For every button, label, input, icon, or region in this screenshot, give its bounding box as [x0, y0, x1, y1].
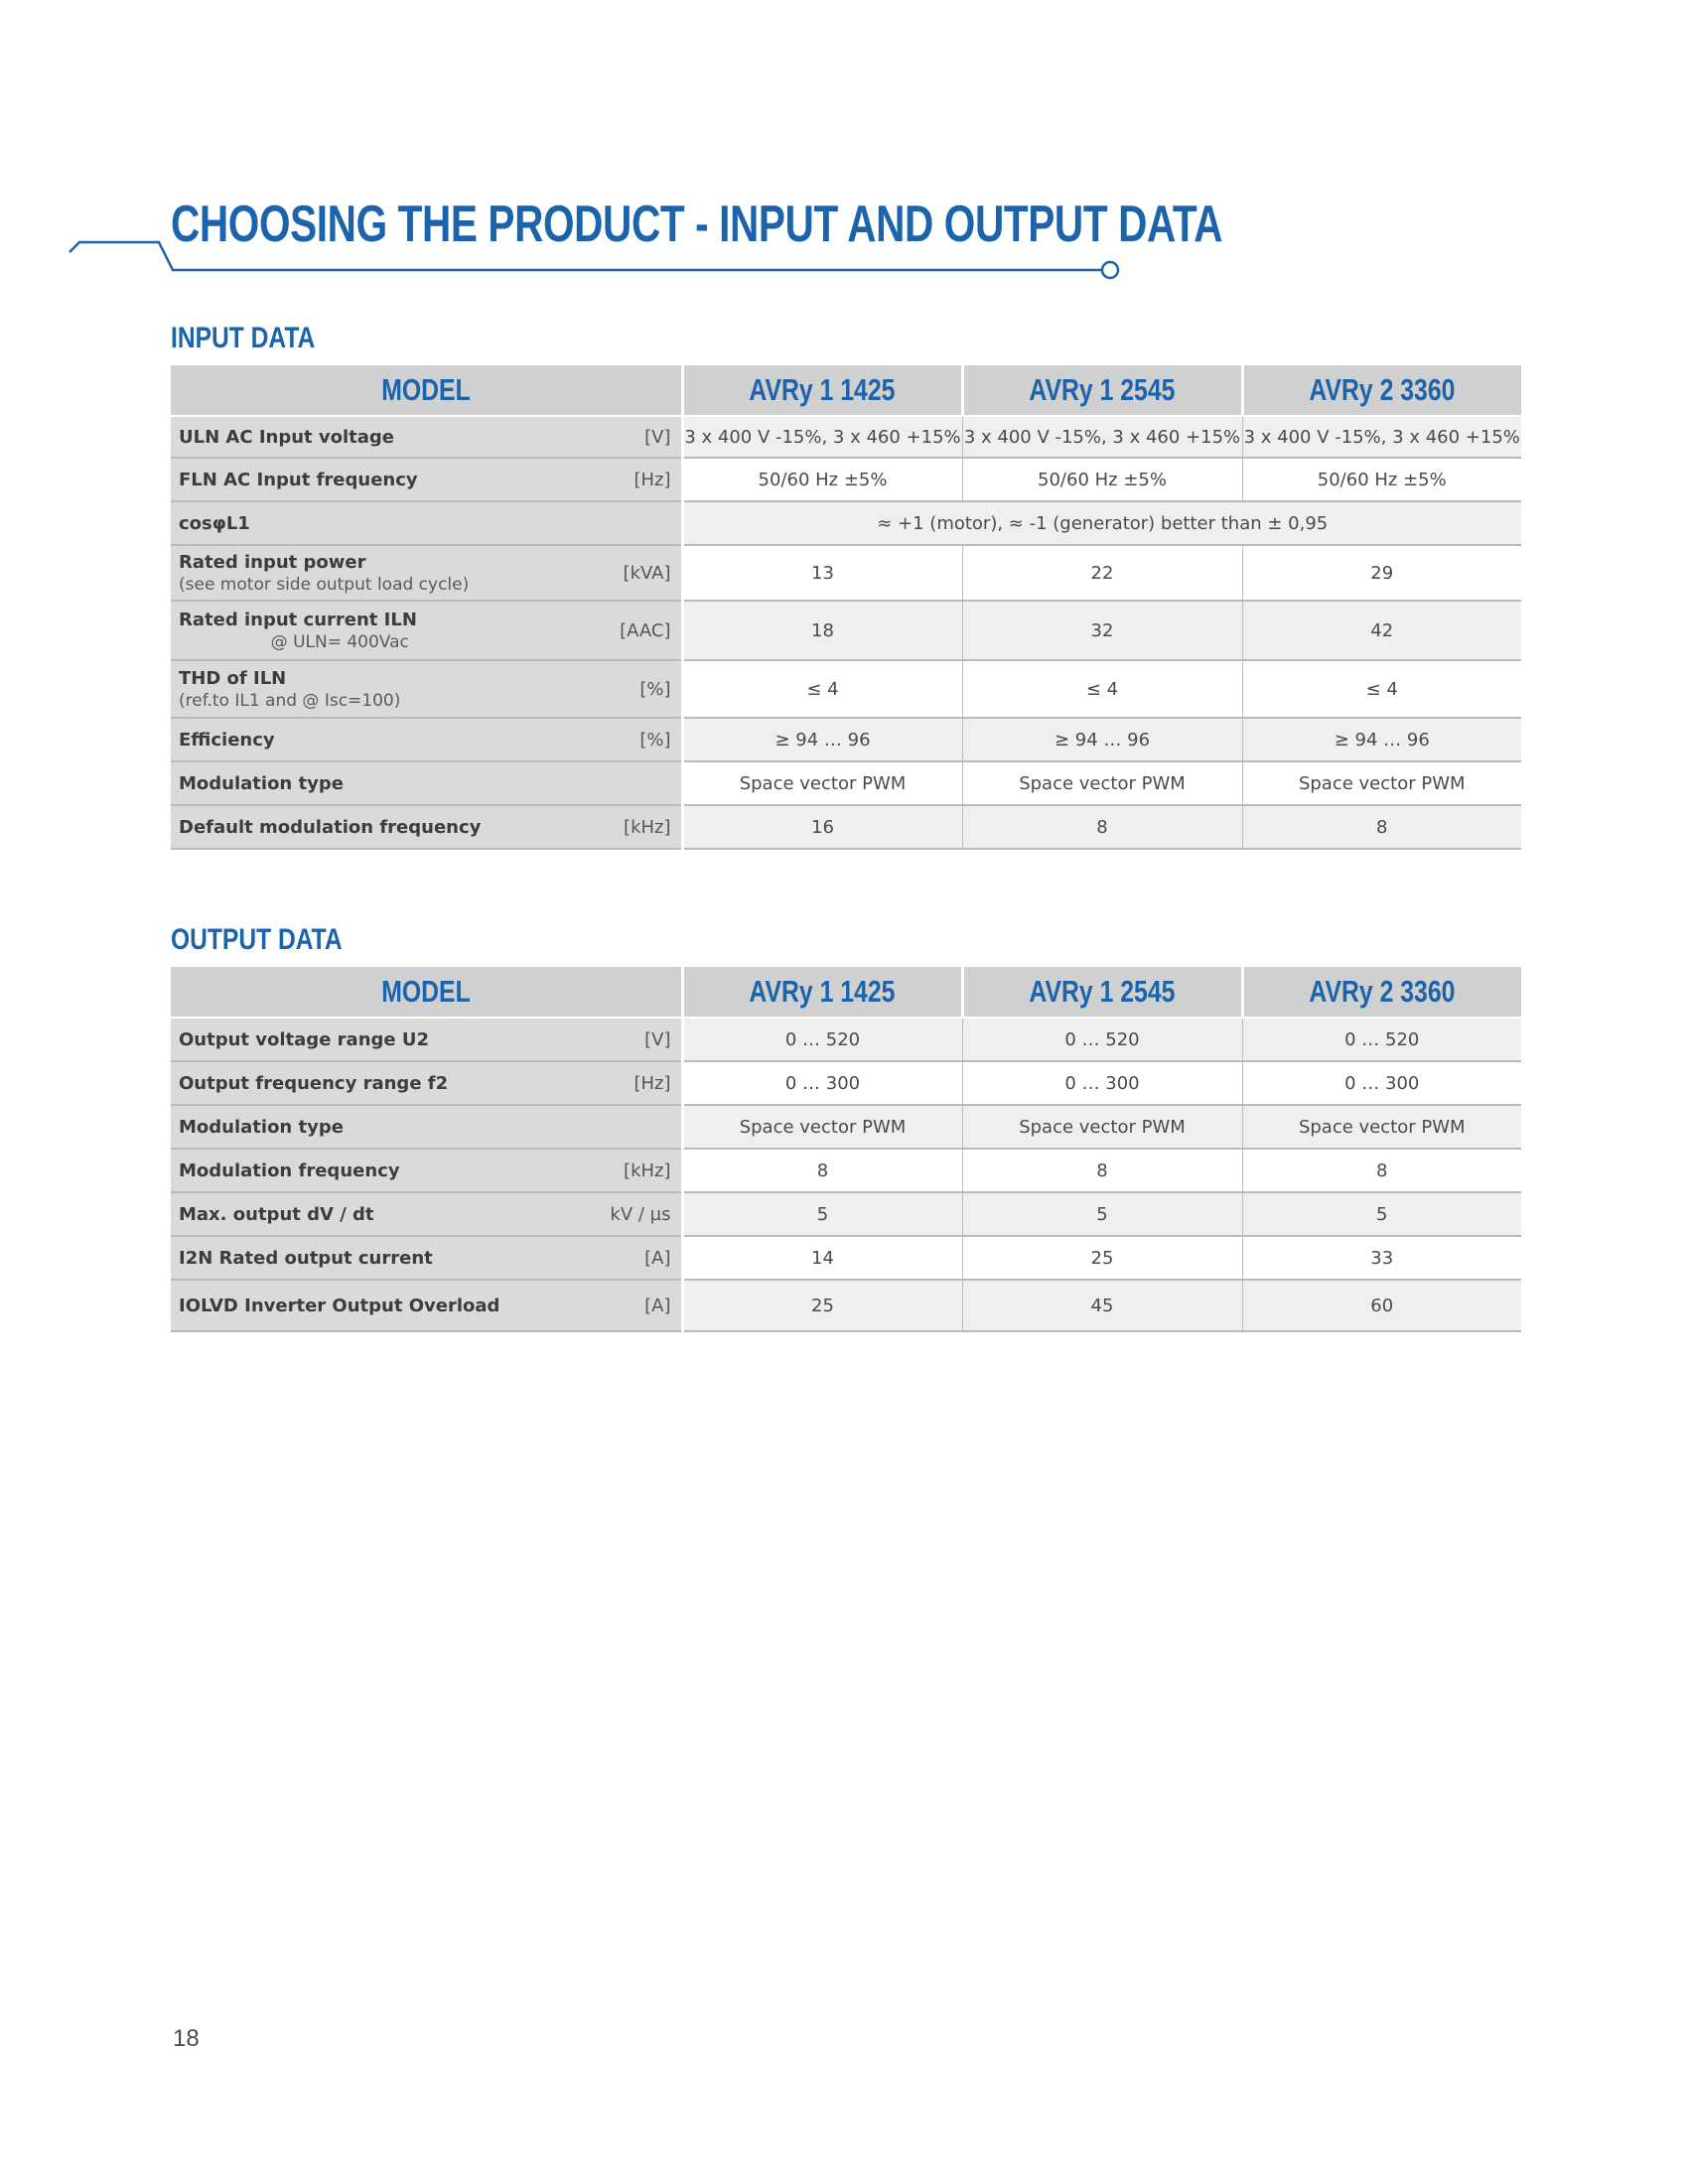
row-label-group: [179, 427, 394, 448]
row-value: 0 … 520: [682, 1018, 962, 1061]
model-column-header: AVRy 2 3360: [1242, 967, 1521, 1018]
row-unit: [V]: [644, 426, 671, 448]
output-data-table: [171, 967, 1521, 1332]
row-value: 5: [1242, 1192, 1521, 1236]
row-value: 0 … 300: [962, 1061, 1242, 1105]
model-header: MODEL: [171, 967, 682, 1018]
row-label: Rated input power: [179, 551, 366, 573]
row-value: Space vector PWM: [962, 1105, 1242, 1149]
row-label-group: [179, 552, 477, 595]
row-value: Space vector PWM: [682, 1105, 962, 1149]
row-label: I2N Rated output current: [179, 1247, 433, 1269]
page-title: CHOOSING THE PRODUCT - INPUT AND OUTPUT DATA: [171, 196, 1223, 253]
row-value: Space vector PWM: [1242, 1105, 1521, 1149]
table-row: [171, 1192, 1521, 1236]
table-row: [171, 601, 1521, 660]
row-label: IOLVD Inverter Output Overload: [179, 1295, 500, 1316]
row-unit: [Hz]: [633, 1072, 671, 1094]
row-value: ≥ 94 … 96: [962, 718, 1242, 761]
row-label: Max. output dV / dt: [179, 1203, 374, 1225]
row-label-cell: [171, 1236, 682, 1280]
row-label: Modulation type: [179, 772, 344, 794]
row-unit: [Hz]: [633, 469, 671, 490]
row-value: 8: [962, 805, 1242, 849]
row-unit: [A]: [644, 1295, 671, 1316]
row-label-cell: [171, 1105, 682, 1149]
row-label-group: [179, 610, 417, 652]
row-label-wrap: [179, 552, 671, 595]
row-value: 8: [682, 1149, 962, 1192]
row-label-group: [179, 1204, 374, 1225]
row-label-wrap: [179, 668, 671, 711]
output-data-heading: OUTPUT DATA: [171, 923, 343, 956]
table-header-row: [171, 365, 1521, 416]
row-value: 3 x 400 V -15%, 3 x 460 +15%: [1242, 416, 1521, 458]
row-label-cell: [171, 1149, 682, 1192]
row-value: 5: [682, 1192, 962, 1236]
table-row: [171, 416, 1521, 458]
row-label: Output frequency range f2: [179, 1072, 449, 1094]
row-value: 16: [682, 805, 962, 849]
row-label: FLN AC Input frequency: [179, 469, 418, 490]
row-value: 8: [962, 1149, 1242, 1192]
row-value-span: ≈ +1 (motor), ≈ -1 (generator) better than ± 0,95: [682, 501, 1521, 545]
row-unit: [AAC]: [620, 619, 671, 641]
row-label-group: [179, 1248, 433, 1269]
row-value: 25: [682, 1280, 962, 1331]
row-value: 0 … 300: [1242, 1061, 1521, 1105]
row-label: Default modulation frequency: [179, 816, 482, 838]
table-row: [171, 1236, 1521, 1280]
row-label-wrap: [179, 1117, 671, 1138]
table-row: [171, 660, 1521, 718]
row-label-wrap: [179, 427, 671, 448]
table-row: [171, 1149, 1521, 1192]
row-value: 50/60 Hz ±5%: [1242, 458, 1521, 501]
row-label-cell: [171, 761, 682, 805]
row-condition: (see motor side output load cycle): [179, 574, 470, 595]
row-value: Space vector PWM: [962, 761, 1242, 805]
table-row: [171, 1061, 1521, 1105]
row-value: 33: [1242, 1236, 1521, 1280]
row-label: Rated input current ILN: [179, 609, 417, 630]
row-label-wrap: [179, 773, 671, 794]
row-label-cell: [171, 1018, 682, 1061]
row-label-group: [179, 730, 275, 751]
row-unit: [kVA]: [623, 562, 671, 584]
model-column-header: AVRy 1 1425: [682, 967, 962, 1018]
row-label-wrap: [179, 1029, 671, 1050]
row-label-group: [179, 1160, 400, 1181]
row-label-group: [179, 1296, 499, 1316]
row-value: 0 … 520: [962, 1018, 1242, 1061]
row-value: ≤ 4: [962, 660, 1242, 718]
row-label-wrap: [179, 730, 671, 751]
row-label-group: [179, 1073, 448, 1094]
row-label: Efficiency: [179, 729, 275, 751]
row-label-wrap: [179, 1160, 671, 1181]
row-condition: (ref.to IL1 and @ Isc=100): [179, 690, 401, 711]
row-value: ≤ 4: [682, 660, 962, 718]
row-value: 18: [682, 601, 962, 660]
row-label: Modulation frequency: [179, 1160, 400, 1181]
model-column-header: AVRy 1 2545: [962, 365, 1242, 416]
row-value: 22: [962, 545, 1242, 601]
row-label-wrap: [179, 610, 671, 652]
row-label-cell: [171, 1192, 682, 1236]
row-value: ≥ 94 … 96: [682, 718, 962, 761]
row-unit: kV / µs: [610, 1203, 671, 1225]
row-value: 3 x 400 V -15%, 3 x 460 +15%: [682, 416, 962, 458]
row-value: Space vector PWM: [1242, 761, 1521, 805]
row-value: 50/60 Hz ±5%: [962, 458, 1242, 501]
row-label: Output voltage range U2: [179, 1028, 430, 1050]
row-label-wrap: [179, 1296, 671, 1316]
row-value: 29: [1242, 545, 1521, 601]
table-row: [171, 718, 1521, 761]
input-data-table: [171, 365, 1521, 850]
table-header-row: [171, 967, 1521, 1018]
row-value: ≤ 4: [1242, 660, 1521, 718]
row-unit: [A]: [644, 1247, 671, 1269]
table-row: [171, 545, 1521, 601]
row-label-cell: [171, 416, 682, 458]
row-label: ULN AC Input voltage: [179, 426, 395, 448]
model-column-header: AVRy 2 3360: [1242, 365, 1521, 416]
row-value: Space vector PWM: [682, 761, 962, 805]
row-value: 50/60 Hz ±5%: [682, 458, 962, 501]
model-header: MODEL: [171, 365, 682, 416]
row-value: 3 x 400 V -15%, 3 x 460 +15%: [962, 416, 1242, 458]
row-label-wrap: [179, 1073, 671, 1094]
row-label: THD of ILN: [179, 667, 287, 689]
table-row: [171, 1280, 1521, 1331]
table-row: [171, 761, 1521, 805]
row-label-cell: [171, 458, 682, 501]
row-label-cell: [171, 805, 682, 849]
row-label-cell: [171, 1280, 682, 1331]
row-label-group: [179, 817, 481, 838]
row-label: cosφL1: [179, 512, 250, 534]
row-value: 8: [1242, 1149, 1521, 1192]
row-value: 0 … 520: [1242, 1018, 1521, 1061]
row-label-group: [179, 668, 408, 711]
row-value: 42: [1242, 601, 1521, 660]
table-row: [171, 1018, 1521, 1061]
row-label-wrap: [179, 1204, 671, 1225]
row-label-cell: [171, 718, 682, 761]
row-condition: @ ULN= 400Vac: [270, 631, 409, 652]
table-row: [171, 458, 1521, 501]
row-value: 32: [962, 601, 1242, 660]
table-row: [171, 805, 1521, 849]
row-label: Modulation type: [179, 1116, 344, 1138]
row-unit: [%]: [639, 678, 671, 700]
row-label-wrap: [179, 817, 671, 838]
row-label-cell: [171, 601, 682, 660]
row-value: 13: [682, 545, 962, 601]
row-label-cell: [171, 1061, 682, 1105]
row-label-group: [179, 470, 418, 490]
row-label-group: [179, 1029, 429, 1050]
row-value: ≥ 94 … 96: [1242, 718, 1521, 761]
row-value: 8: [1242, 805, 1521, 849]
row-label-wrap: [179, 470, 671, 490]
row-label-cell: [171, 660, 682, 718]
row-value: 14: [682, 1236, 962, 1280]
table-row: [171, 1105, 1521, 1149]
row-label-cell: [171, 501, 682, 545]
row-value: 25: [962, 1236, 1242, 1280]
model-column-header: AVRy 1 1425: [682, 365, 962, 416]
row-unit: [kHz]: [624, 1160, 671, 1181]
table-row: [171, 501, 1521, 545]
input-data-heading: INPUT DATA: [171, 322, 316, 354]
page-number: 18: [173, 2025, 200, 2052]
row-value: 60: [1242, 1280, 1521, 1331]
row-label-group: [179, 1117, 344, 1138]
model-column-header: AVRy 1 2545: [962, 967, 1242, 1018]
row-value: 5: [962, 1192, 1242, 1236]
row-unit: [%]: [639, 729, 671, 751]
row-unit: [kHz]: [624, 816, 671, 838]
row-unit: [V]: [644, 1028, 671, 1050]
row-label-group: [179, 513, 250, 534]
row-value: 0 … 300: [682, 1061, 962, 1105]
row-label-wrap: [179, 513, 671, 534]
row-label-group: [179, 773, 344, 794]
row-label-wrap: [179, 1248, 671, 1269]
row-label-cell: [171, 545, 682, 601]
row-value: 45: [962, 1280, 1242, 1331]
